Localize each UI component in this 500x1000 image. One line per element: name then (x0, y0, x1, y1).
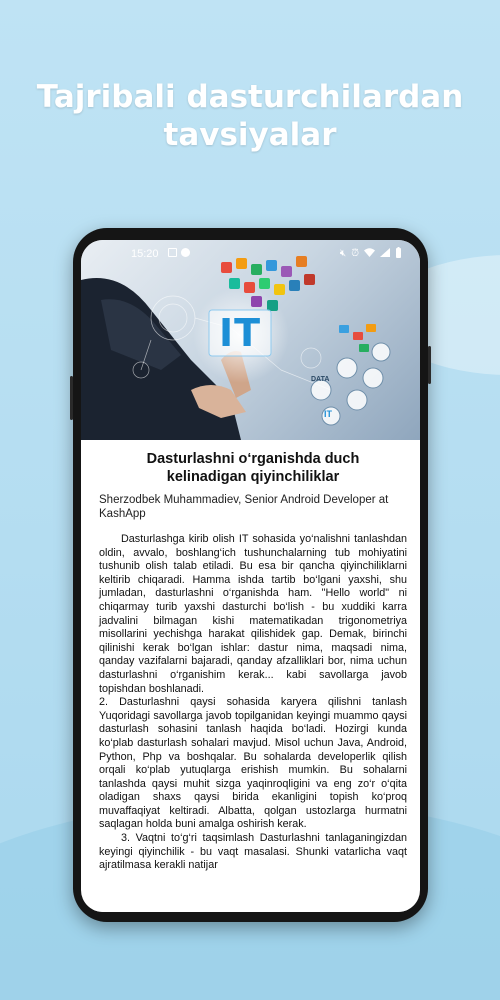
status-bar (81, 240, 420, 268)
phone-power-button (428, 346, 431, 384)
cloud-icon (181, 248, 190, 257)
promo-headline-line2: tavsiyalar (163, 117, 337, 153)
hero-it-text: IT (218, 311, 262, 355)
phone-screen[interactable] (81, 240, 420, 912)
article-paragraph: 3. Vaqtni to‘g‘ri taqsimlash Dasturlashni tanlaganingizdan keyingi qiyinchilik - bu vaqt masalasi. Shunki vatarlicha vaqt ajratilmasa kerakli natijar (99, 832, 407, 872)
alarm-icon: ⏰︎ (351, 248, 359, 259)
promo-headline-line1: Tajribali dasturchilardan (36, 79, 464, 115)
wifi-icon (364, 248, 375, 260)
scroll-fade (81, 890, 420, 912)
phone-volume-button (70, 376, 73, 420)
article-hero-image (81, 240, 420, 440)
status-time: 15:20 (131, 248, 159, 260)
mute-icon: 🔇︎ (339, 248, 347, 259)
battery-icon (395, 247, 402, 261)
signal-icon (380, 248, 390, 260)
article-body (99, 533, 407, 873)
hero-it-tag: IT (324, 409, 332, 419)
status-icons (340, 247, 402, 261)
article-title: Dasturlashni o‘rganishda duch kelinadigan qiyinchiliklar (146, 451, 360, 485)
article-paragraph: 2. Dasturlashni qaysi sohasida karyera qilishni tanlash Yuqoridagi savollarga javob topilganidan keyingi muammo qaysi dasturlash sohasini tanlash haqida bo‘ladi. Hozirgi kunda ko‘plab dasturlash sohalari mavjud. Misol uchun Java, Android, Python, Php va boshqalar. Bu sohalarda developerlik qilish orqali ko‘plab yutuqlarga erishish mumkin. Bu sohalarni tanlashda qaysi muhit sizga yaqinroqligini va eng zo‘r o‘qita oladigan shaxs qaysi birida ekanligini topish ko‘proq muvaffaqiyat keltiradi. Albatta, qolgan ustozlarga hurmatni saqlagan holda buni amalga oshirish kerak. (99, 696, 407, 831)
phone-frame (73, 228, 428, 922)
status-left-icons (168, 248, 190, 257)
image-icon (168, 248, 177, 257)
article (81, 440, 420, 873)
article-author: Sherzodbek Muhammadiev, Senior Android Developer at KashApp (99, 494, 389, 520)
article-paragraph: Dasturlashga kirib olish IT sohasida yo‘nalishni tanlashdan oldin, avvalo, boshlang‘ich tushunchalarning tub mohiyatini tushunib olish talab etiladi. Bu esa bir qancha qiyinchiliklarni keltirib chiqaradi. Hamma ishda tartib bo‘lgani yaxshi, shu jumladan, dasturlashni o‘rganishda ham. "Hello world" ni chiqarmay turib yaxshi dasturchi bo‘lish - bu xuddiki karra jadvalini bilmagan kishi matematikadan trigonometriya misollarini yechishga harakat qilishidek gap. Demak, birinchi qilinishi kerak bo‘lgan ishlar: dastur nima, maqsadi nima, qanday vazifalarni bajaradi, qanday afzalliklari bor, nima uchun dasturlashni o‘rganishim kerak... kabi savollarga javob topishdan boshlanadi. (99, 533, 407, 695)
promo-headline (0, 78, 500, 154)
hero-data-tag: DATA (311, 376, 330, 383)
